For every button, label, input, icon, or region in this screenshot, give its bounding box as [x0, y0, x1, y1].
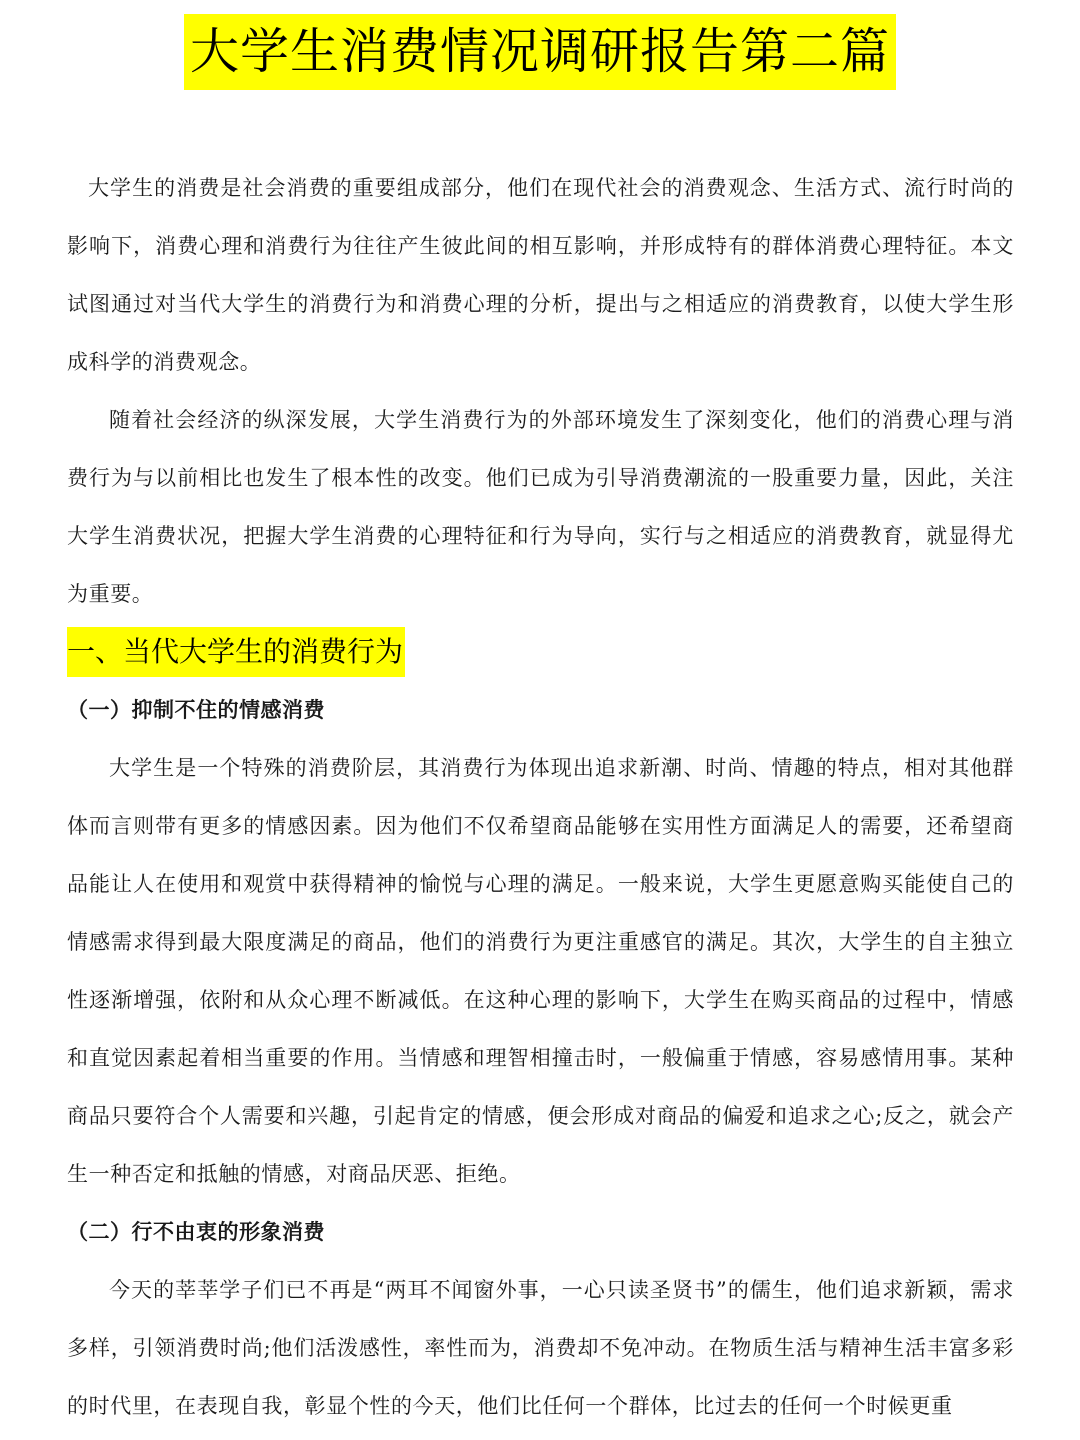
subsection-1-paragraph: 大学生是一个特殊的消费阶层，其消费行为体现出追求新潮、时尚、情趣的特点，相对其他群体而言则带有更多的情感因素。因为他们不仅希望商品能够在实用性方面满足人的需要，还希望商品能让人在使用和观赏中获得精神的愉悦与心理的满足。一般来说，大学生更愿意购买能使自己的情感需求得到最大限度满足的商品，他们的消费行为更注重感官的满足。其次，大学生的自主独立性逐渐增强，依附和从众心理不断减低。在这种心理的影响下，大学生在购买商品的过程中，情感和直觉因素起着相当重要的作用。当情感和理智相撞击时，一般偏重于情感，容易感情用事。某种商品只要符合个人需要和兴趣，引起肯定的情感，便会形成对商品的偏爱和追求之心;反之，就会产生一种否定和抵触的情感，对商品厌恶、拒绝。	[67, 756, 1014, 1186]
page-title: 大学生消费情况调研报告第二篇	[184, 14, 896, 90]
subsection-heading-1: （一）抑制不住的情感消费	[67, 697, 325, 722]
intro-paragraph: 大学生的消费是社会消费的重要组成部分，他们在现代社会的消费观念、生活方式、流行时尚的影响下，消费心理和消费行为往往产生彼此间的相互影响，并形成特有的群体消费心理特征。本文试图通过对当代大学生的消费行为和消费心理的分析，提出与之相适应的消费教育，以使大学生形成科学的消费观念。	[67, 176, 1014, 374]
background-paragraph: 随着社会经济的纵深发展，大学生消费行为的外部环境发生了深刻变化，他们的消费心理与消费行为与以前相比也发生了根本性的改变。他们已成为引导消费潮流的一股重要力量，因此，关注大学生消费状况，把握大学生消费的心理特征和行为导向，实行与之相适应的消费教育，就显得尤为重要。	[67, 408, 1014, 606]
document-body	[67, 159, 1014, 1435]
title-container	[0, 14, 1080, 90]
section-heading: 一、当代大学生的消费行为	[67, 627, 405, 677]
subsection-heading-2: （二）行不由衷的形象消费	[67, 1219, 325, 1244]
subsection-2-paragraph: 今天的莘莘学子们已不再是“两耳不闻窗外事，一心只读圣贤书”的儒生，他们追求新颖，需求多样，引领消费时尚;他们活泼感性，率性而为，消费却不免冲动。在物质生活与精神生活丰富多彩的时代里，在表现自我，彰显个性的今天，他们比任何一个群体，比过去的任何一个时候更重	[67, 1278, 1014, 1418]
